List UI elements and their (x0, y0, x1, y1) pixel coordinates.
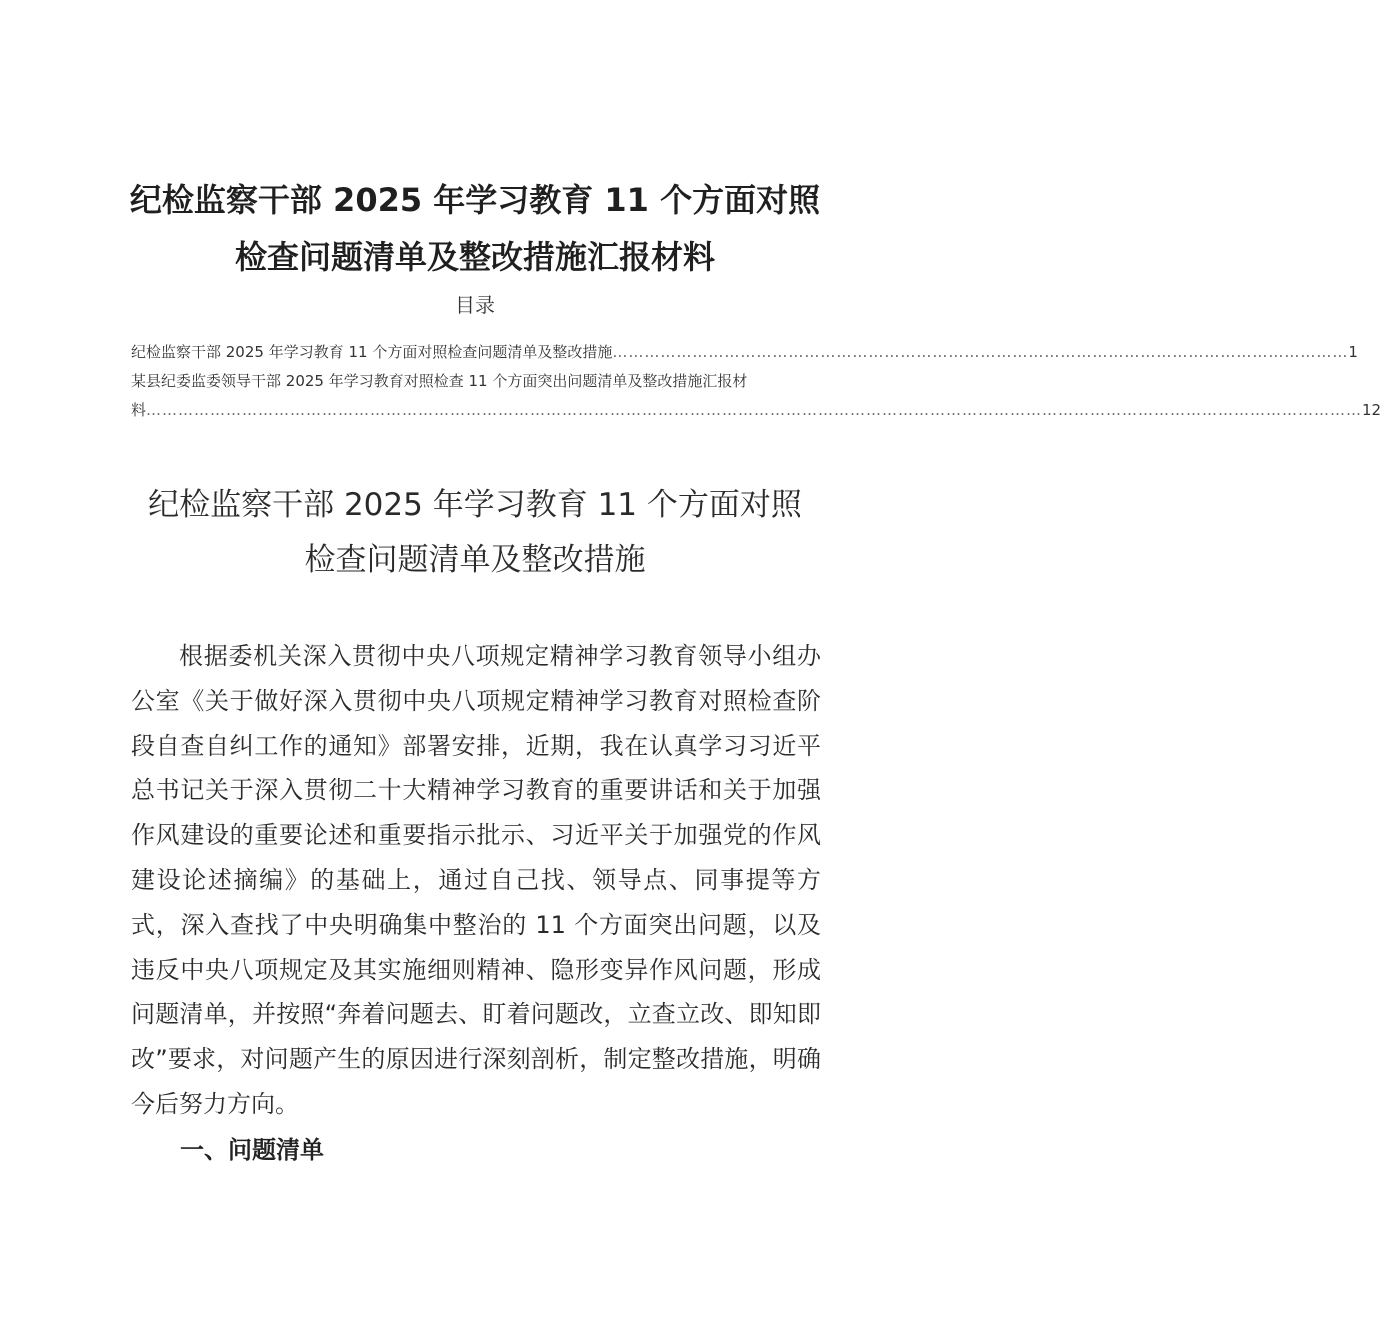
heading-problem-list: 一、问题清单 (180, 1136, 324, 1164)
section-title-line-2: 检查问题清单及整改措施 (304, 542, 646, 578)
toc-entry-1[interactable] (131, 338, 1358, 367)
toc-entry-1-text: 纪检监察干部 2025 年学习教育 11 个方面对照检查问题清单及整改措施 (131, 343, 613, 361)
toc-entry-2[interactable] (131, 367, 1381, 425)
document-title-line-2: 检查问题清单及整改措施汇报材料 (234, 238, 715, 276)
toc-entry-2-page: 12 (1362, 401, 1381, 419)
toc-entry-2-text-line-1: 某县纪委监委领导干部 2025 年学习教育对照检查 11 个方面突出问题清单及整改措施汇报材 (131, 372, 748, 390)
toc-entry-1-page: 1 (1348, 343, 1358, 361)
section-title (100, 478, 850, 588)
document-title (100, 172, 850, 286)
toc-leader-dots: ………………………………………………………………………………………………………………………… (612, 343, 1349, 361)
toc-entry-2-text-line-2: 料 (131, 401, 147, 419)
document-title-line-1: 纪检监察干部 2025 年学习教育 11 个方面对照 (129, 181, 821, 219)
toc-heading: 目录 (455, 293, 495, 317)
section-title-line-1: 纪检监察干部 2025 年学习教育 11 个方面对照 (148, 487, 802, 523)
table-of-contents (131, 338, 1381, 425)
body-paragraph: 根据委机关深入贯彻中央八项规定精神学习教育领导小组办公室《关于做好深入贯彻中央八项规定精神学习教育对照检查阶段自查自纠工作的通知》部署安排，近期，我在认真学习习近平总书记关于深入贯彻二十大精神学习教育的重要讲话和关于加强作风建设的重要论述和重要指示批示、习近平关于加强党的作风建设论述摘编》的基础上，通过自己找、领导点、同事提等方式，深入查找了中央明确集中整治的 11 个方面突出问题，以及违反中央八项规定及其实施细则精神、隐形变异作风问题，形成问题清单，并按照“奔着问题去、盯着问题改，立查立改、即知即改”要求，对问题产生的原因进行深刻剖析，制定整改措施，明确今后努力方向。 (131, 642, 821, 1118)
toc-leader-dots: ………………………………………………………………………………………………………………………………………………………………………………………………………… (146, 401, 1363, 419)
